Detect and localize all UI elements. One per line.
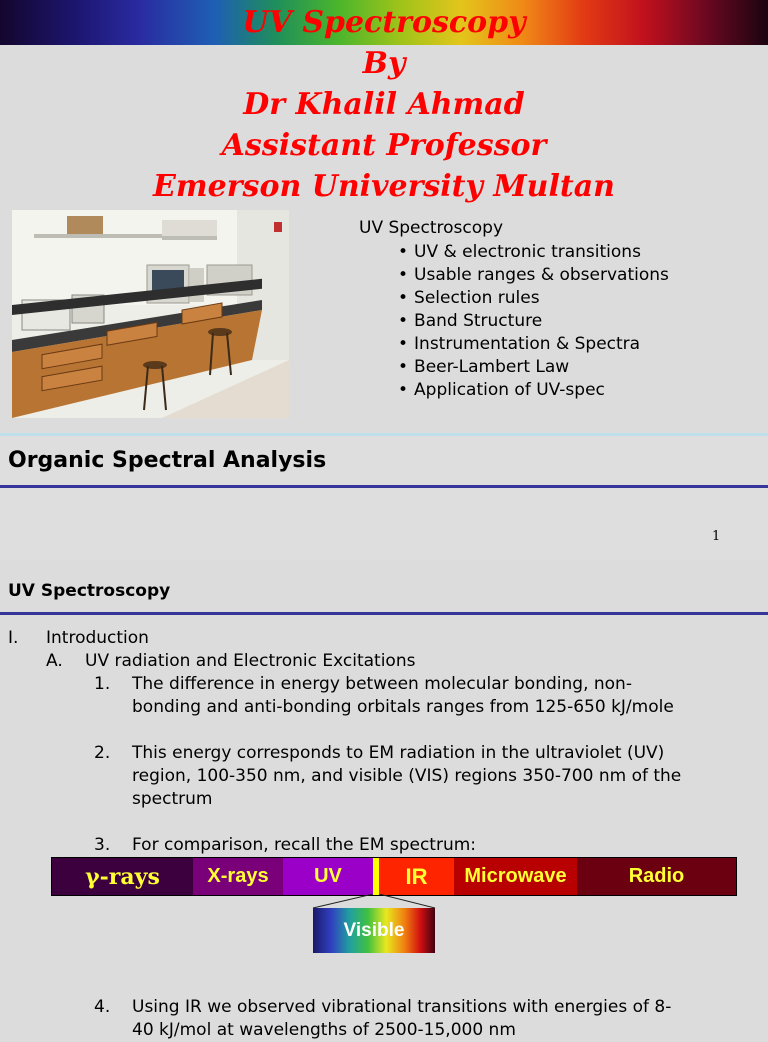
outline-item-line: The difference in energy between molecular bonding, non-: [132, 674, 632, 694]
heading-rule: [0, 612, 768, 615]
toc-item: • Instrumentation & Spectra: [398, 333, 669, 356]
outline-item-line: Using IR we observed vibrational transitions with energies of 8-: [132, 997, 672, 1017]
toc-item: • Usable ranges & observations: [398, 264, 669, 287]
outline-item-marker: 1.: [94, 674, 111, 694]
spectrum-microwave: Microwave: [454, 858, 577, 895]
outline-marker-roman: I.: [8, 628, 19, 648]
page-number: 1: [712, 529, 721, 544]
spectrum-gamma-rays: γ-rays: [52, 858, 193, 895]
outline-item-marker: 2.: [94, 743, 111, 763]
author-institution: Emerson University Multan: [153, 169, 615, 204]
author-position: Assistant Professor: [221, 128, 547, 163]
outline-item-line: bonding and anti-bonding orbitals ranges from 125-650 kJ/mole: [132, 697, 674, 717]
outline-item-line: This energy corresponds to EM radiation in the ultraviolet (UV): [132, 743, 665, 763]
toc-item: • Beer-Lambert Law: [398, 356, 669, 379]
outline-marker-letter: A.: [46, 651, 63, 671]
slide-title: UV Spectroscopy: [242, 5, 526, 40]
toc-item: • Band Structure: [398, 310, 669, 333]
outline-item-line: 40 kJ/mol at wavelengths of 2500-15,000 nm: [132, 1020, 516, 1040]
outline-item-marker: 4.: [94, 997, 111, 1017]
title-slide: [0, 0, 768, 436]
outline-item-line: spectrum: [132, 789, 213, 809]
title-by: By: [362, 46, 406, 81]
spectrum-x-rays: X-rays: [193, 858, 283, 895]
toc-item: • Selection rules: [398, 287, 669, 310]
heading-rule: [0, 485, 768, 488]
outline-item-marker: 3.: [94, 835, 111, 855]
spectrum-ir: IR: [379, 858, 454, 895]
outline-subsection: UV radiation and Electronic Excitations: [85, 651, 416, 671]
toc-item: • Application of UV-spec: [398, 379, 669, 402]
toc-item: • UV & electronic transitions: [398, 241, 669, 264]
em-spectrum-bar: [51, 857, 737, 896]
spectrum-uv: UV: [283, 858, 373, 895]
laboratory-photo: [12, 210, 289, 418]
toc-list: [398, 241, 669, 402]
toc-title: UV Spectroscopy: [359, 218, 504, 238]
outline-introduction: Introduction: [46, 628, 149, 648]
author-name: Dr Khalil Ahmad: [243, 87, 525, 122]
section-heading: Organic Spectral Analysis: [8, 448, 327, 473]
outline-item-line: For comparison, recall the EM spectrum:: [132, 835, 477, 855]
spectrum-radio: Radio: [577, 858, 736, 895]
slide-heading: UV Spectroscopy: [8, 581, 171, 601]
visible-spectrum-box: Visible: [313, 908, 435, 953]
outline-item-line: region, 100-350 nm, and visible (VIS) regions 350-700 nm of the: [132, 766, 682, 786]
